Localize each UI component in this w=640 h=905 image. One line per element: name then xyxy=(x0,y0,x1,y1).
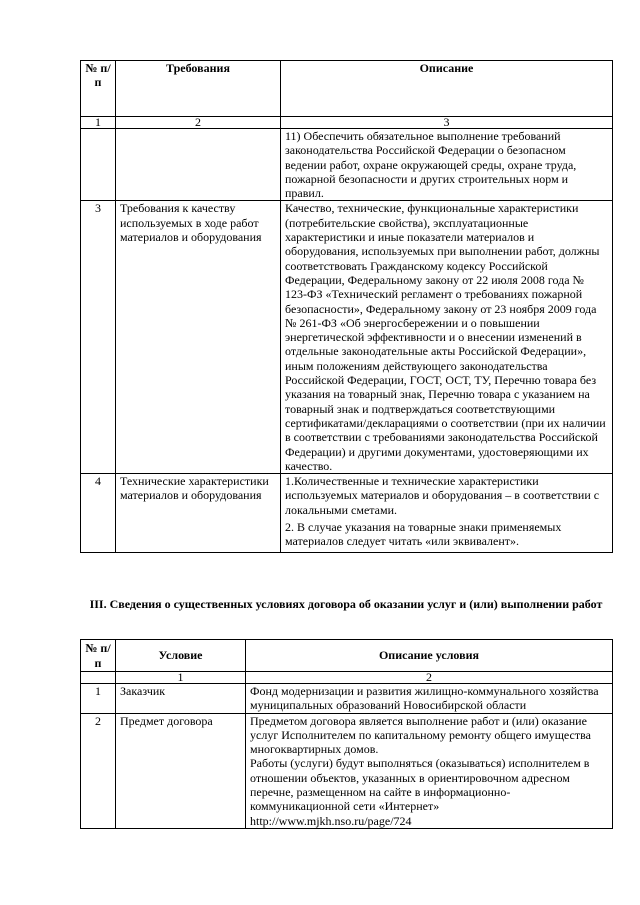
col-number: 1 xyxy=(81,117,116,129)
col-number: 1 xyxy=(116,672,246,684)
column-number-row xyxy=(81,117,613,129)
row-condition: Заказчик xyxy=(116,684,246,714)
description-paragraph: 2. В случае указания на товарные знаки применяемых материалов следует читать «или эквивалент». xyxy=(285,520,562,549)
table-header-row xyxy=(81,61,613,117)
table-row xyxy=(81,129,613,201)
table-header-row xyxy=(81,640,613,672)
description-paragraph: 1.Количественные и технические характеристики используемых материалов и оборудования – в соответствии с локальными сметами. xyxy=(285,474,600,517)
column-number-row xyxy=(81,672,613,684)
header-condition: Условие xyxy=(116,640,246,672)
header-num: № п/п xyxy=(81,61,116,117)
row-condition: Предмет договора xyxy=(116,713,246,828)
description-paragraph: Фонд модернизации и развития жилищно-коммунального хозяйства муниципальных образований Новосибирской области xyxy=(250,684,599,713)
section-title: III. Сведения о существенных условиях договора об оказании услуг и (или) выполнении работ xyxy=(89,597,603,611)
row-description xyxy=(246,713,613,828)
table-row xyxy=(81,713,613,828)
description-paragraph: Работы (услуги) будут выполняться (оказываться) исполнителем в отношении объектов, указанных в ориентировочном адресном перечне, размещенном на сайте в информационно-коммуникационной сети «Интернет» xyxy=(250,756,590,814)
description-paragraph: Предметом договора является выполнение работ и (или) оказание услуг Исполнителем по капитальному ремонту общего имущества многоквартирных домов. xyxy=(250,713,591,757)
description-paragraph: Качество, технические, функциональные характеристики (потребительские свойства), эксплуатационные характеристики и иные показатели материалов и оборудования, используемых при выполнении работ, должны соответствовать Гражданскому кодексу Российской Федерации, Федеральному закону от 22 июля 2008 года № 123-ФЗ «Технический регламент о требованиях пожарной безопасности», Федеральному закону от 23 ноября 2009 года № 261-ФЗ «Об энергосбережении и о повышении энергетической эффективности и о внесении изменений в отдельные законодательные акты Российской Федерации», иным положениям действующего законодательства Российской Федерации, ГОСТ, ОСТ, ТУ, Перечню товара без указания на товарный знак, Перечню товара с указанием на товарный знак и подтверждаться соответствующими сертификатами/декларациями о соответствии (при их наличии в соответствии с требованиями законодательства Российской Федерации) и другими документами, удостоверяющими их качество. xyxy=(285,201,606,473)
row-num: 3 xyxy=(81,201,116,474)
row-description xyxy=(281,201,613,474)
header-description: Описание xyxy=(281,61,613,117)
row-requirement: Требования к качеству используемых в ходе работ материалов и оборудования xyxy=(116,201,281,474)
table-row xyxy=(81,474,613,552)
row-requirement: Технические характеристики материалов и оборудования xyxy=(116,474,281,552)
row-num xyxy=(81,129,116,201)
row-num: 2 xyxy=(81,713,116,828)
col-number: 2 xyxy=(246,672,613,684)
col-number: 2 xyxy=(116,117,281,129)
row-num: 4 xyxy=(81,474,116,552)
contract-conditions-table xyxy=(80,639,613,829)
row-description xyxy=(281,474,613,552)
requirements-table xyxy=(80,60,613,553)
col-number: 3 xyxy=(281,117,613,129)
header-num: № п/п xyxy=(81,640,116,672)
col-number-empty xyxy=(81,672,116,684)
description-paragraph: 11) Обеспечить обязательное выполнение требований законодательства Российской Федерации о безопасном ведении работ, охране окружающей среды, охране труда, пожарной безопасности и других строительных норм и правил. xyxy=(285,129,577,201)
table-row xyxy=(81,684,613,714)
table-row xyxy=(81,201,613,474)
url-text: http://www.mjkh.nso.ru/page/724 xyxy=(250,813,412,828)
row-description xyxy=(281,129,613,201)
row-description xyxy=(246,684,613,714)
header-requirements: Требования xyxy=(116,61,281,117)
row-num: 1 xyxy=(81,684,116,714)
row-requirement xyxy=(116,129,281,201)
header-condition-description: Описание условия xyxy=(246,640,613,672)
